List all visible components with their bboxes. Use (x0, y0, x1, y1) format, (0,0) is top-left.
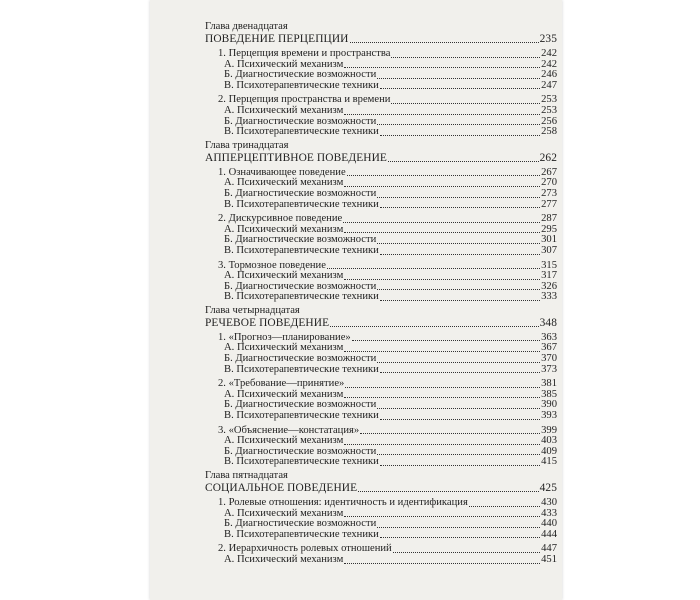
dot-leader (377, 362, 540, 363)
section-row-title: 3. «Объяснение—констатация» (218, 424, 360, 436)
page-number: 373 (541, 363, 557, 375)
page-number: 451 (541, 553, 557, 565)
page-number: 370 (541, 353, 557, 365)
subsection-row-title: Б. Диагностические возможности (224, 353, 377, 365)
dot-leader (350, 42, 539, 43)
page-number: 367 (541, 342, 557, 354)
subsection-row-title: А. Психический механизм (224, 58, 344, 70)
dot-leader (347, 175, 540, 176)
dot-leader (344, 114, 540, 115)
book-page (150, 0, 562, 600)
section-row-title: 1. Ролевые отношения: идентичность и идентификация (218, 497, 468, 508)
chapter-title-row-title: СОЦИАЛЬНОЕ ПОВЕДЕНИЕ (205, 482, 358, 495)
subsection-row (205, 200, 557, 211)
subsection-row-title: Б. Диагностические возможности (224, 518, 377, 530)
page-number: 317 (541, 270, 557, 282)
section-row-title: 3. Тормозное поведение (218, 259, 326, 271)
page-number: 403 (541, 435, 557, 447)
page-number: 326 (541, 280, 557, 292)
subsection-row-title: А. Психический механизм (224, 177, 344, 189)
subsection-row (205, 81, 557, 92)
page-number: 363 (541, 331, 557, 343)
dot-leader (388, 161, 539, 162)
page-number: 444 (541, 528, 557, 540)
section-row-title: 2. Перцепция пространства и времени (218, 94, 391, 106)
subsection-row-title: А. Психический механизм (224, 553, 344, 565)
chapter-label: Глава четырнадцатая (205, 304, 300, 316)
page-number: 246 (541, 69, 557, 81)
dot-leader (344, 279, 540, 280)
dot-leader (377, 243, 540, 244)
subsection-row-title: Б. Диагностические возможности (224, 399, 377, 411)
dot-leader (377, 527, 540, 528)
page-number: 253 (541, 104, 557, 116)
subsection-row-title: В. Психотерапевтические техники (224, 198, 379, 210)
subsection-row (205, 189, 557, 200)
page-number: 301 (541, 234, 557, 246)
page-number: 262 (539, 152, 557, 165)
subsection-row-title: А. Психический механизм (224, 104, 344, 116)
subsection-row-title: Б. Диагностические возможности (224, 69, 377, 81)
table-of-contents (205, 22, 557, 566)
subsection-row-title: Б. Диагностические возможности (224, 280, 377, 292)
section-row-title: 2. Дискурсивное поведение (218, 213, 343, 225)
subsection-row (205, 106, 557, 117)
section-row (205, 498, 557, 509)
subsection-row-title: В. Психотерапевтические техники (224, 456, 379, 468)
page-number: 393 (541, 410, 557, 422)
dot-leader (360, 433, 540, 434)
page-number: 235 (539, 33, 557, 46)
subsection-row-title: А. Психический механизм (224, 507, 344, 519)
dot-leader (344, 67, 540, 68)
dot-leader (380, 300, 540, 301)
page-number: 390 (541, 399, 557, 411)
page-number: 409 (541, 445, 557, 457)
chapter-title-row (205, 33, 557, 45)
dot-leader (380, 88, 540, 89)
chapter-title-row-title: ПОВЕДЕНИЕ ПЕРЦЕПЦИИ (205, 33, 349, 46)
dot-leader (380, 465, 540, 466)
chapter-title-row-title: АППЕРЦЕПТИВНОЕ ПОВЕДЕНИЕ (205, 152, 387, 165)
subsection-row (205, 365, 557, 376)
dot-leader (377, 289, 540, 290)
page-number: 440 (541, 518, 557, 530)
page-number: 315 (541, 259, 557, 271)
subsection-row (205, 411, 557, 422)
dot-leader (344, 563, 540, 564)
dot-leader (344, 186, 540, 187)
dot-leader (344, 444, 540, 445)
chapter-title-row-title: РЕЧЕВОЕ ПОВЕДЕНИЕ (205, 317, 330, 330)
dot-leader (343, 222, 540, 223)
dot-leader (380, 419, 540, 420)
chapter-title-row (205, 482, 557, 494)
dot-leader (352, 340, 540, 341)
subsection-row (205, 246, 557, 257)
page-number: 242 (541, 48, 557, 59)
dot-leader (344, 351, 540, 352)
page-number: 430 (541, 497, 557, 508)
page-number: 267 (541, 166, 557, 178)
dot-leader (377, 124, 540, 125)
dot-leader (391, 103, 540, 104)
section-row-title: 2. «Требование—принятие» (218, 378, 345, 390)
subsection-row-title: Б. Диагностические возможности (224, 187, 377, 199)
section-row-title: 1. «Прогноз—планирование» (218, 331, 351, 343)
dot-leader (344, 516, 540, 517)
section-row-title: 2. Иерархичность ролевых отношений (218, 543, 392, 555)
dot-leader (345, 387, 540, 388)
page-number: 295 (541, 223, 557, 235)
dot-leader (377, 408, 540, 409)
subsection-row-title: А. Психический механизм (224, 342, 344, 354)
subsection-row-title: А. Психический механизм (224, 270, 344, 282)
dot-leader (330, 326, 538, 327)
section-row-title: 1. Означивающее поведение (218, 166, 346, 178)
page-number: 381 (541, 378, 557, 390)
chapter-title-row (205, 152, 557, 164)
chapter-label: Глава двенадцатая (205, 21, 288, 32)
subsection-row (205, 555, 557, 566)
page-number: 348 (539, 317, 557, 330)
dot-leader (377, 197, 540, 198)
subsection-row-title: Б. Диагностические возможности (224, 445, 377, 457)
dot-leader (380, 135, 540, 136)
page-number: 247 (541, 79, 557, 91)
subsection-row-title: А. Психический механизм (224, 223, 344, 235)
page-number: 258 (541, 126, 557, 138)
dot-leader (377, 78, 540, 79)
page-number: 333 (541, 291, 557, 303)
page-number: 256 (541, 115, 557, 127)
subsection-row-title: В. Психотерапевтические техники (224, 244, 379, 256)
subsection-row-title: А. Психический механизм (224, 435, 344, 447)
section-row-title: 1. Перцепция времени и пространства (218, 48, 391, 59)
page-number: 433 (541, 507, 557, 519)
page-number: 399 (541, 424, 557, 436)
subsection-row-title: Б. Диагностические возможности (224, 234, 377, 246)
subsection-row (205, 457, 557, 468)
dot-leader (358, 491, 538, 492)
subsection-row-title: В. Психотерапевтические техники (224, 79, 379, 91)
page-number: 385 (541, 388, 557, 400)
subsection-row (205, 292, 557, 303)
subsection-row-title: В. Психотерапевтические техники (224, 410, 379, 422)
subsection-row-title: Б. Диагностические возможности (224, 115, 377, 127)
dot-leader (344, 232, 540, 233)
subsection-row (205, 127, 557, 138)
chapter-label: Глава пятнадцатая (205, 470, 288, 481)
dot-leader (327, 268, 540, 269)
subsection-row-title: В. Психотерапевтические техники (224, 291, 379, 303)
dot-leader (380, 372, 540, 373)
page-number: 307 (541, 244, 557, 256)
page-number: 253 (541, 94, 557, 106)
subsection-row-title: В. Психотерапевтические техники (224, 528, 379, 540)
dot-leader (393, 552, 540, 553)
dot-leader (391, 57, 540, 58)
dot-leader (469, 506, 540, 507)
section-row (205, 49, 557, 60)
page-number: 425 (539, 482, 557, 495)
subsection-row (205, 530, 557, 541)
chapter-label: Глава тринадцатая (205, 139, 289, 151)
chapter-title-row (205, 317, 557, 329)
dot-leader (344, 397, 540, 398)
page-number: 287 (541, 213, 557, 225)
subsection-row-title: В. Психотерапевтические техники (224, 126, 379, 138)
subsection-row-title: В. Психотерапевтические техники (224, 363, 379, 375)
page-number: 277 (541, 198, 557, 210)
page-number: 270 (541, 177, 557, 189)
page-number: 273 (541, 187, 557, 199)
page-number: 242 (541, 58, 557, 70)
page-number: 447 (541, 543, 557, 555)
page-number: 415 (541, 456, 557, 468)
dot-leader (377, 454, 540, 455)
subsection-row-title: А. Психический механизм (224, 388, 344, 400)
dot-leader (380, 537, 540, 538)
dot-leader (380, 254, 540, 255)
dot-leader (380, 207, 540, 208)
